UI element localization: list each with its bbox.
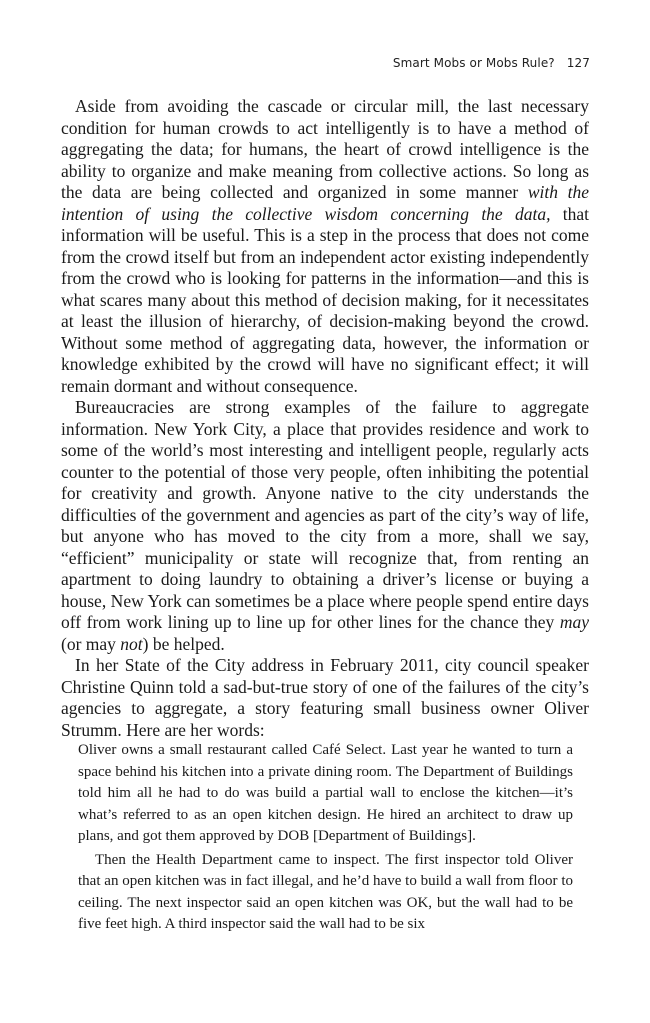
paragraph-2-emphasis-may: may (559, 612, 589, 632)
running-title: Smart Mobs or Mobs Rule? (392, 56, 555, 70)
quote-paragraph-2: Then the Health Department came to inspect. The first inspector told Oliver that an open kitchen was in fact illegal, and he’d have to build a wall from floor to ceiling. The next inspector said an open kitchen was OK, but the wall had to be five feet high. A third inspector said the wall had to be six (78, 851, 573, 932)
block-quote (78, 740, 573, 936)
paragraph-2-text-c: ) be helped. (142, 633, 225, 654)
paragraph-1-text-a: Aside from avoiding the cascade or circular mill, the last necessary condition for human crowds to act intelligently is to have a method of aggregating the data; for humans, the heart of crowd intelligence is the ability to organize and make meaning from collective actions. So long as the data are being collected and organized in some manner (61, 96, 589, 202)
paragraph-2 (61, 397, 589, 655)
paragraph-3: In her State of the City address in February 2011, city council speaker Christine Quinn told a sad-but-true story of one of the failures of the city’s agencies to aggregate, a story featuring small business owner Oliver Strumm. Here are her words: (61, 655, 589, 740)
page-number: 127 (566, 56, 590, 70)
quote-paragraph-1: Oliver owns a small restaurant called Café Select. Last year he wanted to turn a space behind his kitchen into a private dining room. The Department of Buildings told him all he had to do was build a partial wall to enclose the kitchen—it’s what’s referred to as an open kitchen design. He hired an architect to draw up plans, and got them approved by DOB [Department of Buildings]. (78, 742, 573, 844)
paragraph-1 (61, 96, 589, 397)
paragraph-1-text-b: that information will be useful. This is a step in the process that does not come from the crowd itself but from an independent actor existing independently from the crowd who is looking for patterns in the information—and this is what scares many about this method of decision making, for it necessitates at least the illusion of hierarchy, of decision-making beyond the crowd. Without some method of aggregating data, however, the information or knowledge exhibited by the crowd will have no significant effect; it will remain dormant and without consequence. (61, 203, 589, 396)
body-text (61, 96, 589, 741)
paragraph-2-text-a: Bureaucracies are strong examples of the failure to aggregate information. New York City, a place that provides residence and work to some of the world’s most interesting and intelligent people, regularly acts counter to the potential of those very people, often inhibiting the potential for creativity and growth. Anyone native to the city understands the difficulties of the government and agencies as part of the city’s way of life, but anyone who has moved to the city from a more, shall we say, “efficient” municipality or state will recognize that, from renting an apartment to doing laundry to obtaining a driver’s license or buying a house, New York can sometimes be a place where people spend entire days off from work lining up to line up for other lines for the chance they (61, 397, 589, 632)
paragraph-1-emphasis: with the intention of using the collective wisdom concerning the data, (61, 182, 589, 224)
paragraph-2-emphasis-not: not (120, 633, 143, 654)
paragraph-2-text-b: (or may (61, 633, 121, 654)
running-head (393, 56, 590, 70)
